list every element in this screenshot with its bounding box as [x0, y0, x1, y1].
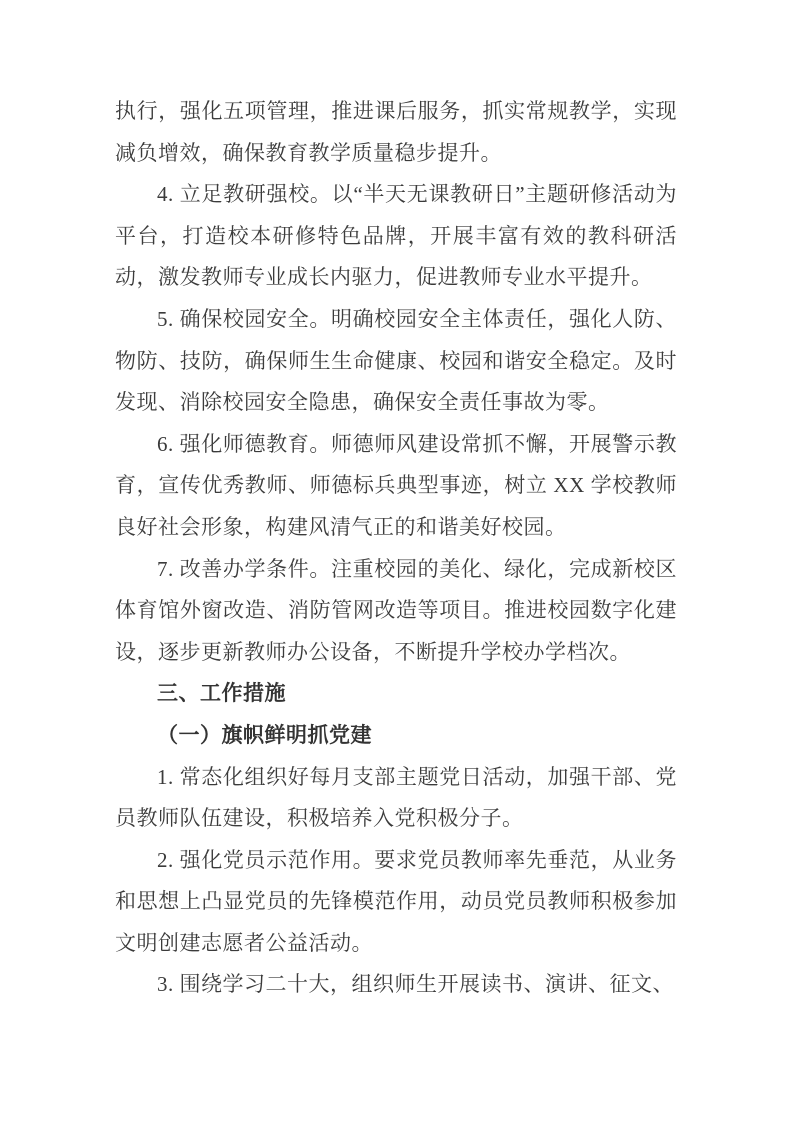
document-body [115, 91, 677, 1006]
paragraph-continuation: 执行，强化五项管理，推进课后服务，抓实常规教学，实现减负增效，确保教育教学质量稳步提升。 [115, 99, 677, 165]
paragraph-item-4: 4. 立足教研强校。以“半天无课教研日”主题研修活动为平台，打造校本研修特色品牌，开展丰富有效的教科研活动，激发教师专业成长内驱力，促进教师专业水平提升。 [115, 182, 677, 290]
subsection-heading-party-building: （一）旗帜鲜明抓党建 [157, 722, 372, 747]
section-heading-measures: 三、工作措施 [157, 681, 286, 706]
paragraph-item-1: 1. 常态化组织好每月支部主题党日活动，加强干部、党员教师队伍建设，积极培养入党积极分子。 [115, 764, 677, 831]
paragraph-item-7: 7. 改善办学条件。注重校园的美化、绿化，完成新校区体育馆外窗改造、消防管网改造等项目。推进校园数字化建设，逐步更新教师办公设备，不断提升学校办学档次。 [115, 556, 677, 664]
paragraph-item-5: 5. 确保校园安全。明确校园安全主体责任，强化人防、物防、技防，确保师生生命健康、校园和谐安全稳定。及时发现、消除校园安全隐患，确保安全责任事故为零。 [115, 306, 677, 415]
paragraph-item-3: 3. 围绕学习二十大，组织师生开展读书、演讲、征文、 [157, 972, 674, 997]
paragraph-item-2: 2. 强化党员示范作用。要求党员教师率先垂范，从业务和思想上凸显党员的先锋模范作用，动员党员教师积极参加文明创建志愿者公益活动。 [115, 847, 677, 955]
paragraph-item-6: 6. 强化师德教育。师德师风建设常抓不懈，开展警示教育，宣传优秀教师、师德标兵典型事迹，树立 XX 学校教师良好社会形象，构建风清气正的和谐美好校园。 [115, 431, 677, 539]
